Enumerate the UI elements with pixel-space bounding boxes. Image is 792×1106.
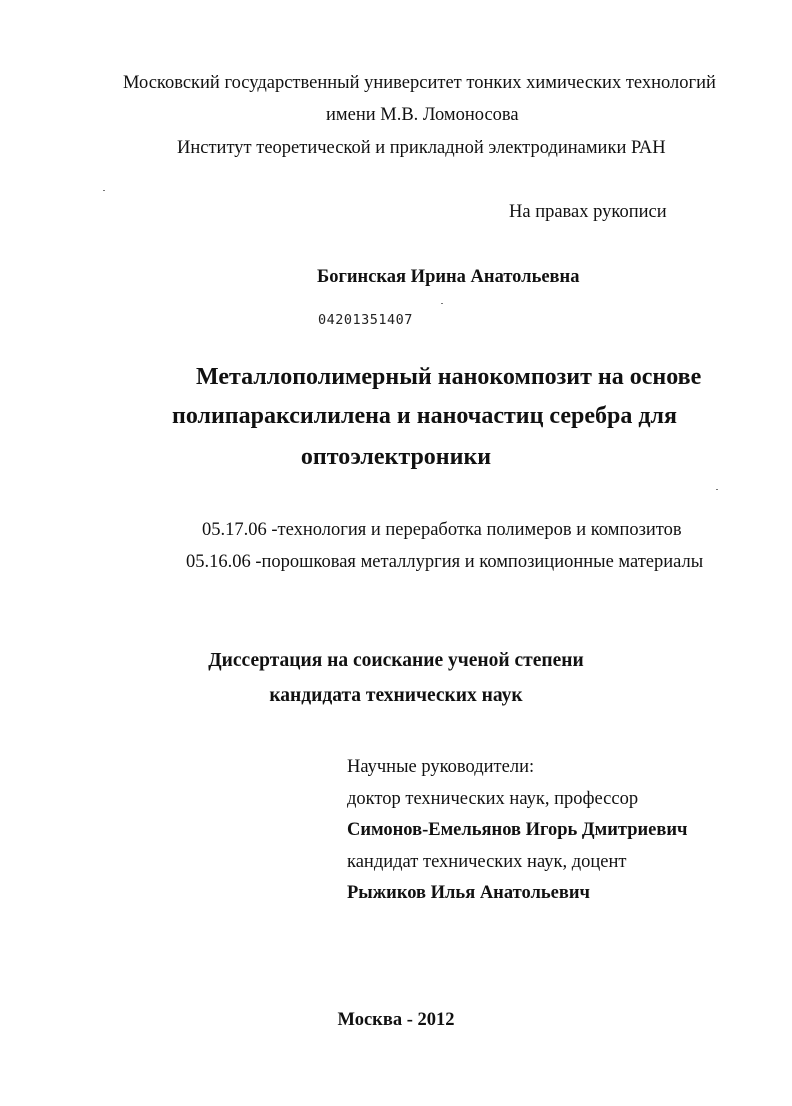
registration-number: 04201351407	[318, 312, 413, 328]
university-name: Московский государственный университет тонких химических технологий	[123, 73, 716, 93]
degree-line-2: кандидата технических наук	[269, 685, 523, 706]
scan-speck	[716, 489, 718, 490]
rights-note: На правах рукописи	[509, 202, 667, 222]
specialty-1: 05.17.06 -технология и переработка полимеров и композитов	[202, 520, 682, 540]
degree-line-1: Диссертация на соискание ученой степени	[208, 650, 584, 671]
city-year: Москва - 2012	[337, 1010, 455, 1030]
specialty-2: 05.16.06 -порошковая металлургия и композиционные материалы	[186, 552, 704, 572]
scan-speck	[441, 303, 443, 304]
author-name: Богинская Ирина Анатольевна	[317, 267, 580, 287]
thesis-title-line-1: Металлополимерный нанокомпозит на основе	[196, 364, 702, 390]
supervisor-1-title: доктор технических наук, профессор	[347, 789, 639, 809]
thesis-title-line-2: полипараксилилена и наночастиц серебра для	[172, 403, 677, 429]
supervisor-2-name: Рыжиков Илья Анатольевич	[347, 883, 590, 903]
supervisor-1-name: Симонов-Емельянов Игорь Дмитриевич	[347, 820, 688, 840]
supervisors-heading: Научные руководители:	[347, 757, 535, 777]
supervisor-2-title: кандидат технических наук, доцент	[347, 852, 627, 872]
institute-name: Институт теоретической и прикладной электродинамики РАН	[177, 138, 666, 158]
named-after: имени М.В. Ломоносова	[326, 105, 519, 125]
thesis-title-line-3: оптоэлектроники	[300, 444, 492, 470]
scan-speck	[103, 190, 105, 191]
